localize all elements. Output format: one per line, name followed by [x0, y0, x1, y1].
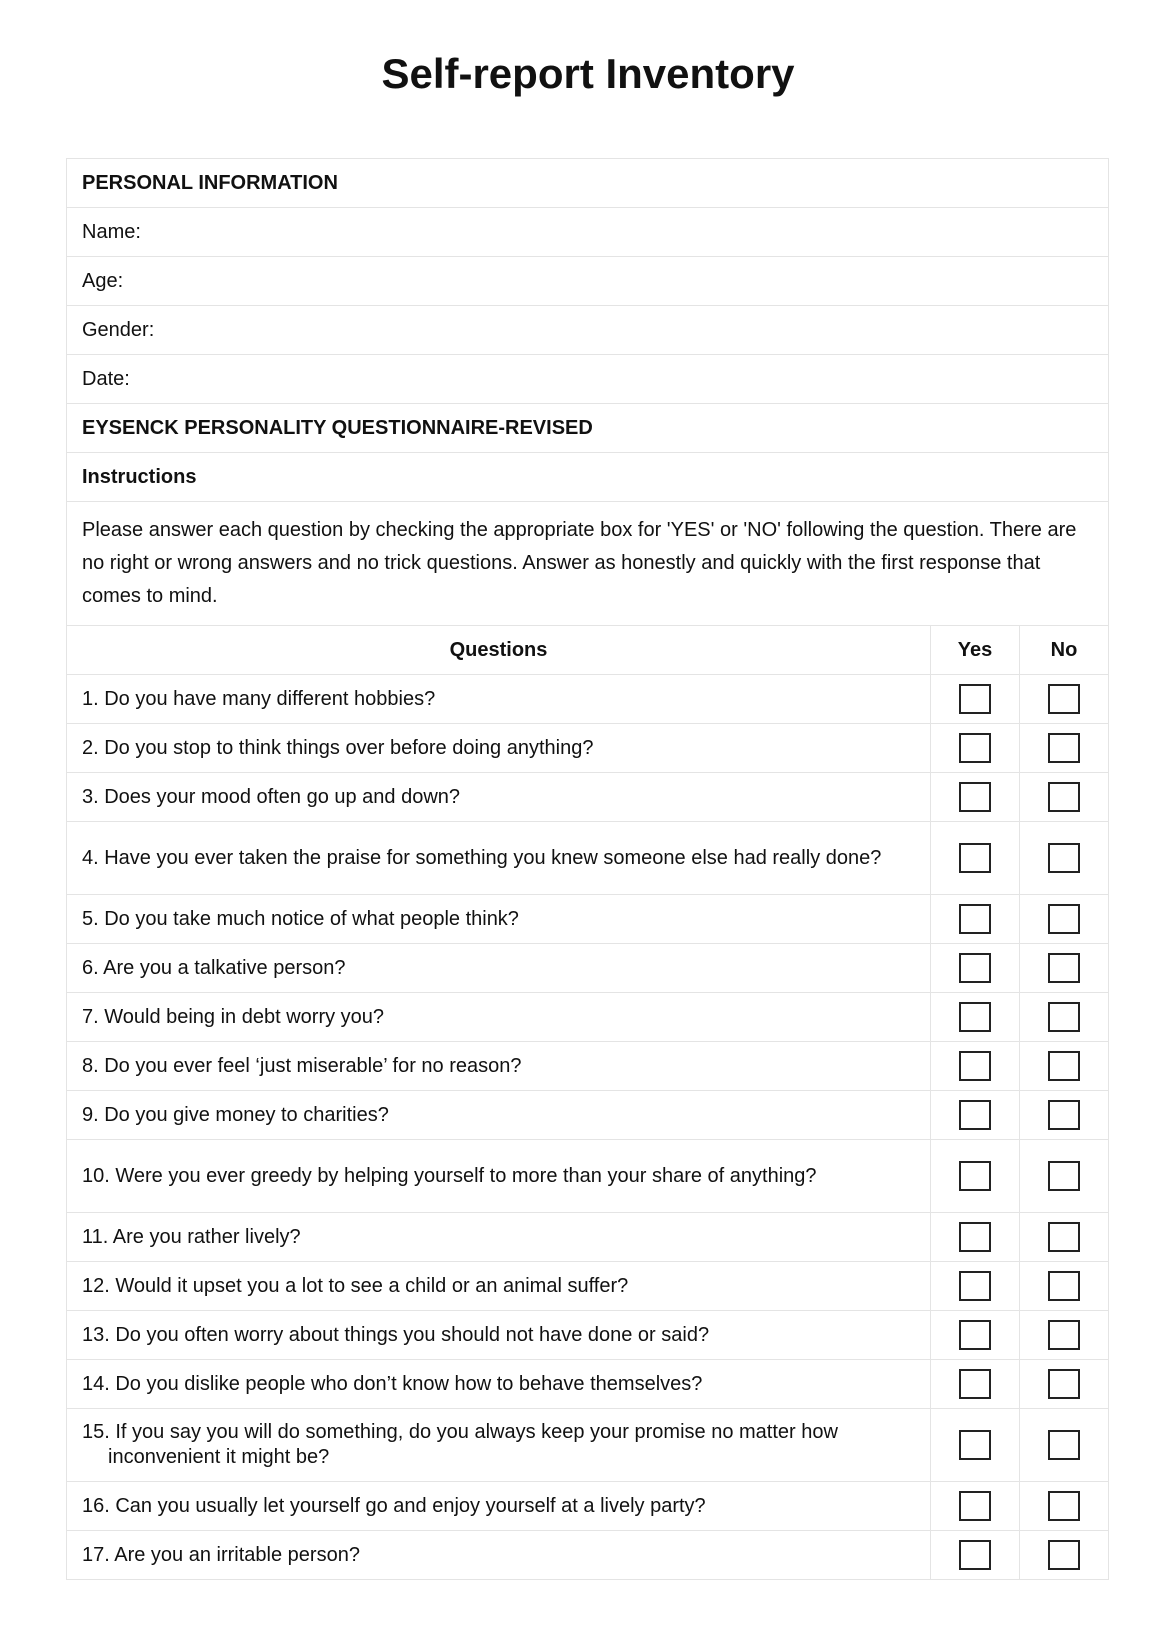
no-checkbox[interactable] [1048, 1320, 1080, 1350]
yes-checkbox[interactable] [959, 843, 991, 873]
yes-cell [931, 773, 1020, 822]
yes-cell [931, 822, 1020, 895]
yes-cell [931, 1042, 1020, 1091]
no-checkbox[interactable] [1048, 1271, 1080, 1301]
questionnaire-heading: EYSENCK PERSONALITY QUESTIONNAIRE-REVISED [67, 404, 1109, 453]
question-row [67, 822, 1109, 895]
yes-cell [931, 1140, 1020, 1213]
no-cell [1020, 1311, 1109, 1360]
question-text: 15. If you say you will do something, do you always keep your promise no matter how inconvenient it might be? [67, 1409, 931, 1482]
age-field[interactable]: Age: [67, 257, 1109, 306]
question-row [67, 675, 1109, 724]
no-checkbox[interactable] [1048, 1051, 1080, 1081]
yes-cell [931, 1409, 1020, 1482]
no-header: No [1020, 626, 1109, 675]
no-checkbox[interactable] [1048, 1430, 1080, 1460]
question-text: 1. Do you have many different hobbies? [67, 675, 931, 724]
gender-field[interactable]: Gender: [67, 306, 1109, 355]
yes-checkbox[interactable] [959, 1161, 991, 1191]
page-title: Self-report Inventory [381, 50, 795, 97]
yes-checkbox[interactable] [959, 684, 991, 714]
question-text: 3. Does your mood often go up and down? [67, 773, 931, 822]
question-text: 2. Do you stop to think things over before doing anything? [67, 724, 931, 773]
question-text: 8. Do you ever feel ‘just miserable’ for no reason? [67, 1042, 931, 1091]
question-row [67, 1140, 1109, 1213]
question-row [67, 993, 1109, 1042]
yes-checkbox[interactable] [959, 1100, 991, 1130]
no-checkbox[interactable] [1048, 782, 1080, 812]
question-row [67, 1262, 1109, 1311]
question-text: 12. Would it upset you a lot to see a child or an animal suffer? [67, 1262, 931, 1311]
no-checkbox[interactable] [1048, 904, 1080, 934]
question-row [67, 773, 1109, 822]
yes-cell [931, 675, 1020, 724]
question-text: 5. Do you take much notice of what people think? [67, 895, 931, 944]
no-checkbox[interactable] [1048, 1222, 1080, 1252]
no-cell [1020, 993, 1109, 1042]
question-row [67, 724, 1109, 773]
yes-cell [931, 1213, 1020, 1262]
yes-checkbox[interactable] [959, 1320, 991, 1350]
questions-header: Questions [67, 626, 931, 675]
no-cell [1020, 773, 1109, 822]
yes-cell [931, 944, 1020, 993]
no-checkbox[interactable] [1048, 1002, 1080, 1032]
question-row [67, 1360, 1109, 1409]
yes-checkbox[interactable] [959, 782, 991, 812]
yes-checkbox[interactable] [959, 1540, 991, 1570]
question-text: 7. Would being in debt worry you? [67, 993, 931, 1042]
yes-checkbox[interactable] [959, 1430, 991, 1460]
yes-checkbox[interactable] [959, 1271, 991, 1301]
question-row [67, 1311, 1109, 1360]
question-row [67, 1531, 1109, 1580]
no-cell [1020, 724, 1109, 773]
no-checkbox[interactable] [1048, 1369, 1080, 1399]
no-checkbox[interactable] [1048, 733, 1080, 763]
yes-cell [931, 1482, 1020, 1531]
yes-checkbox[interactable] [959, 733, 991, 763]
question-text: 14. Do you dislike people who don’t know how to behave themselves? [67, 1360, 931, 1409]
no-cell [1020, 1360, 1109, 1409]
name-field[interactable]: Name: [67, 208, 1109, 257]
date-field[interactable]: Date: [67, 355, 1109, 404]
no-cell [1020, 1042, 1109, 1091]
yes-cell [931, 1311, 1020, 1360]
yes-cell [931, 993, 1020, 1042]
question-row [67, 944, 1109, 993]
no-checkbox[interactable] [1048, 684, 1080, 714]
question-row [67, 1091, 1109, 1140]
instructions-text: Please answer each question by checking the appropriate box for 'YES' or 'NO' following the question. There are no right or wrong answers and no trick questions. Answer as honestly and quickly with the first response that comes to mind. [67, 502, 1109, 626]
yes-cell [931, 895, 1020, 944]
no-cell [1020, 944, 1109, 993]
question-text: 4. Have you ever taken the praise for something you knew someone else had really done? [67, 822, 931, 895]
no-checkbox[interactable] [1048, 1161, 1080, 1191]
no-cell [1020, 1213, 1109, 1262]
yes-header: Yes [931, 626, 1020, 675]
yes-checkbox[interactable] [959, 1002, 991, 1032]
question-row [67, 1409, 1109, 1482]
yes-cell [931, 1091, 1020, 1140]
no-checkbox[interactable] [1048, 1491, 1080, 1521]
no-cell [1020, 1262, 1109, 1311]
no-cell [1020, 1482, 1109, 1531]
instructions-heading: Instructions [67, 453, 1109, 502]
yes-checkbox[interactable] [959, 953, 991, 983]
yes-checkbox[interactable] [959, 1369, 991, 1399]
yes-cell [931, 1262, 1020, 1311]
no-checkbox[interactable] [1048, 953, 1080, 983]
no-cell [1020, 1140, 1109, 1213]
question-text: 10. Were you ever greedy by helping yourself to more than your share of anything? [67, 1140, 931, 1213]
yes-checkbox[interactable] [959, 904, 991, 934]
question-row [67, 1213, 1109, 1262]
question-text: 17. Are you an irritable person? [67, 1531, 931, 1580]
yes-cell [931, 724, 1020, 773]
question-text: 9. Do you give money to charities? [67, 1091, 931, 1140]
question-text: 13. Do you often worry about things you should not have done or said? [67, 1311, 931, 1360]
yes-checkbox[interactable] [959, 1051, 991, 1081]
question-row [67, 1482, 1109, 1531]
yes-checkbox[interactable] [959, 1222, 991, 1252]
no-cell [1020, 1091, 1109, 1140]
personal-info-heading: PERSONAL INFORMATION [67, 159, 1109, 208]
no-cell [1020, 1409, 1109, 1482]
no-checkbox[interactable] [1048, 1100, 1080, 1130]
no-checkbox[interactable] [1048, 843, 1080, 873]
no-cell [1020, 822, 1109, 895]
no-checkbox[interactable] [1048, 1540, 1080, 1570]
yes-cell [931, 1531, 1020, 1580]
question-text: 6. Are you a talkative person? [67, 944, 931, 993]
question-row [67, 895, 1109, 944]
question-text: 16. Can you usually let yourself go and enjoy yourself at a lively party? [67, 1482, 931, 1531]
no-cell [1020, 1531, 1109, 1580]
inventory-table [66, 158, 1109, 1580]
yes-cell [931, 1360, 1020, 1409]
question-row [67, 1042, 1109, 1091]
no-cell [1020, 895, 1109, 944]
no-cell [1020, 675, 1109, 724]
yes-checkbox[interactable] [959, 1491, 991, 1521]
question-text: 11. Are you rather lively? [67, 1213, 931, 1262]
